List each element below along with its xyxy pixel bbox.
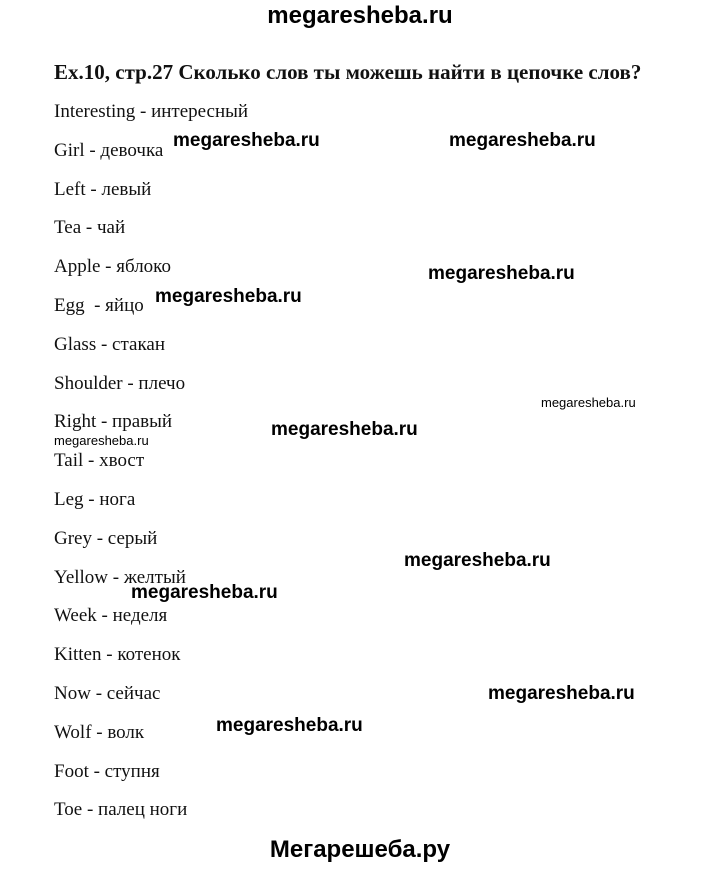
exercise-title: Ex.10, стр.27 Сколько слов ты можешь найти в цепочке слов?: [54, 60, 642, 84]
watermark: megaresheba.ru: [173, 130, 320, 151]
list-item: Tail - хвост: [54, 450, 145, 472]
list-item: Left - левый: [54, 178, 152, 200]
list-item: Wolf - волк: [54, 721, 145, 743]
watermark: megaresheba.ru: [216, 715, 363, 736]
list-item: Now - сейчас: [54, 682, 161, 704]
list-item: Kitten - котенок: [54, 644, 181, 666]
list-item: Egg - яйцо: [54, 294, 144, 316]
list-item: Foot - ступня: [54, 760, 160, 782]
footer-site-name: Мегарешеба.ру: [269, 836, 451, 863]
list-item: Toe - палец ноги: [54, 799, 188, 821]
list-item: Interesting - интересный: [54, 101, 249, 122]
header-site-name: megaresheba.ru: [267, 2, 453, 29]
list-item: Grey - серый: [54, 527, 158, 549]
list-item: Shoulder - плечо: [54, 372, 186, 394]
watermark: megaresheba.ru: [155, 286, 302, 307]
watermark-small: megaresheba.ru: [541, 395, 636, 410]
list-item: Right - правый: [54, 411, 173, 433]
watermark: megaresheba.ru: [404, 550, 551, 571]
list-item: Leg - нога: [54, 488, 136, 510]
list-item: Yellow - желтый: [54, 566, 186, 588]
watermark: megaresheba.ru: [488, 683, 635, 704]
watermark: megaresheba.ru: [271, 419, 418, 440]
list-item: Glass - стакан: [54, 333, 165, 355]
list-item: Tea - чай: [54, 217, 126, 239]
watermark: megaresheba.ru: [428, 263, 575, 284]
watermark: megaresheba.ru: [131, 582, 278, 603]
list-item: Girl - девочка: [54, 139, 164, 161]
watermark-small: megaresheba.ru: [54, 433, 149, 448]
list-item: Apple - яблоко: [54, 256, 171, 278]
list-item: Week - неделя: [54, 605, 168, 627]
watermark: megaresheba.ru: [449, 130, 596, 151]
